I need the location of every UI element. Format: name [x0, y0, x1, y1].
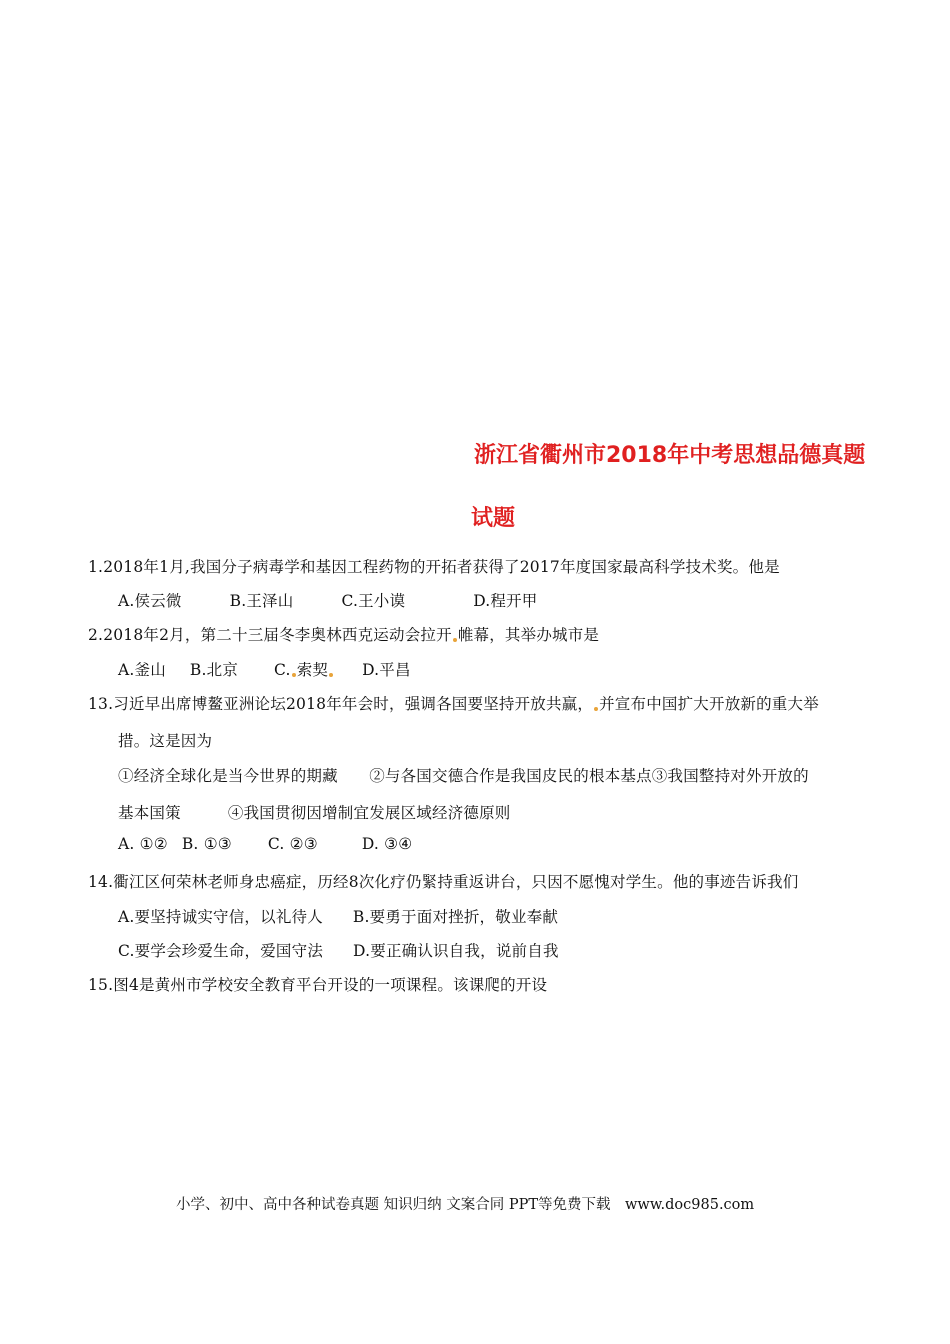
question-1-stem: 1.2018年1月,我国分子病毒学和基因工程药物的开拓者获得了2017年度国家最高科学技术奖。他是 [88, 558, 780, 576]
option-d: D.要正确认识自我，说前自我 [353, 942, 559, 960]
highlight-dot [453, 638, 457, 642]
question-13-statements: ①经济全球化是当今世界的期藏 ②与各国交德合作是我国皮民的根本基点③我国整持对外开放的 [118, 767, 809, 785]
highlight-dot [329, 673, 333, 677]
option-b: B.北京 [189, 661, 239, 679]
question-13-options [118, 835, 412, 853]
option-b: B.王泽山 [229, 592, 294, 610]
question-2-stem-part-b: 帷幕，其举办城市是 [457, 626, 600, 644]
question-2-stem [88, 623, 599, 645]
question-2-options [118, 658, 411, 680]
highlight-dot [594, 707, 598, 711]
document-title: 浙江省衢州市2018年中考思想品德真题 [474, 443, 866, 468]
document-subtitle: 试题 [471, 506, 516, 531]
option-a: A.要坚持诚实守信，以礼待人 [118, 908, 323, 926]
question-1-options [118, 589, 538, 611]
option-c: C.王小谟 [341, 592, 406, 610]
option-c [274, 658, 334, 680]
option-d: D. ③④ [361, 835, 413, 853]
option-a: A.釜山 [118, 661, 166, 679]
question-13-stem-continued: 措。这是因为 [118, 732, 213, 750]
option-a: A. ①② [118, 835, 168, 853]
question-13-statements-continued: 基本国策 ④我国贯彻因增制宜发展区域经济德原则 [118, 804, 511, 822]
option-d: D.程开甲 [473, 592, 538, 610]
option-b: B. ①③ [181, 835, 232, 853]
question-13-stem-part-a: 13.习近早出席博鳌亚洲论坛2018年年会时，强调各国要坚持开放共赢， [88, 695, 594, 713]
question-15-stem: 15.图4是黄州市学校安全教育平台开设的一项课程。该课爬的开设 [88, 976, 548, 994]
option-c: C. ②③ [267, 835, 318, 853]
question-13-stem [88, 692, 819, 714]
highlight-dot [292, 673, 296, 677]
page-footer: 小学、初中、高中各种试卷真题 知识归纳 文案合同 PPT等免费下载 www.doc985.com [176, 1197, 755, 1213]
option-c-text: 索契 [296, 661, 329, 679]
question-13-stem-part-b: 并宣布中国扩大开放新的重大举 [599, 695, 819, 713]
option-c-letter: C. [274, 661, 291, 679]
option-a: A.侯云微 [118, 592, 182, 610]
question-14-options-row-1 [118, 905, 558, 927]
question-14-options-row-2 [118, 939, 559, 961]
question-2-stem-part-a: 2.2018年2月，第二十三届冬李奥林西克运动会拉开 [88, 626, 452, 644]
option-c: C.要学会珍爱生命，爱国守法 [118, 942, 324, 960]
question-14-stem: 14.衢江区何荣林老师身忠癌症，历经8次化疗仍緊持重返讲台，只因不愿愧对学生。他的事迹告诉我们 [88, 873, 799, 891]
option-d: D.平昌 [362, 661, 411, 679]
option-b: B.要勇于面对挫折，敬业奉献 [352, 908, 559, 926]
